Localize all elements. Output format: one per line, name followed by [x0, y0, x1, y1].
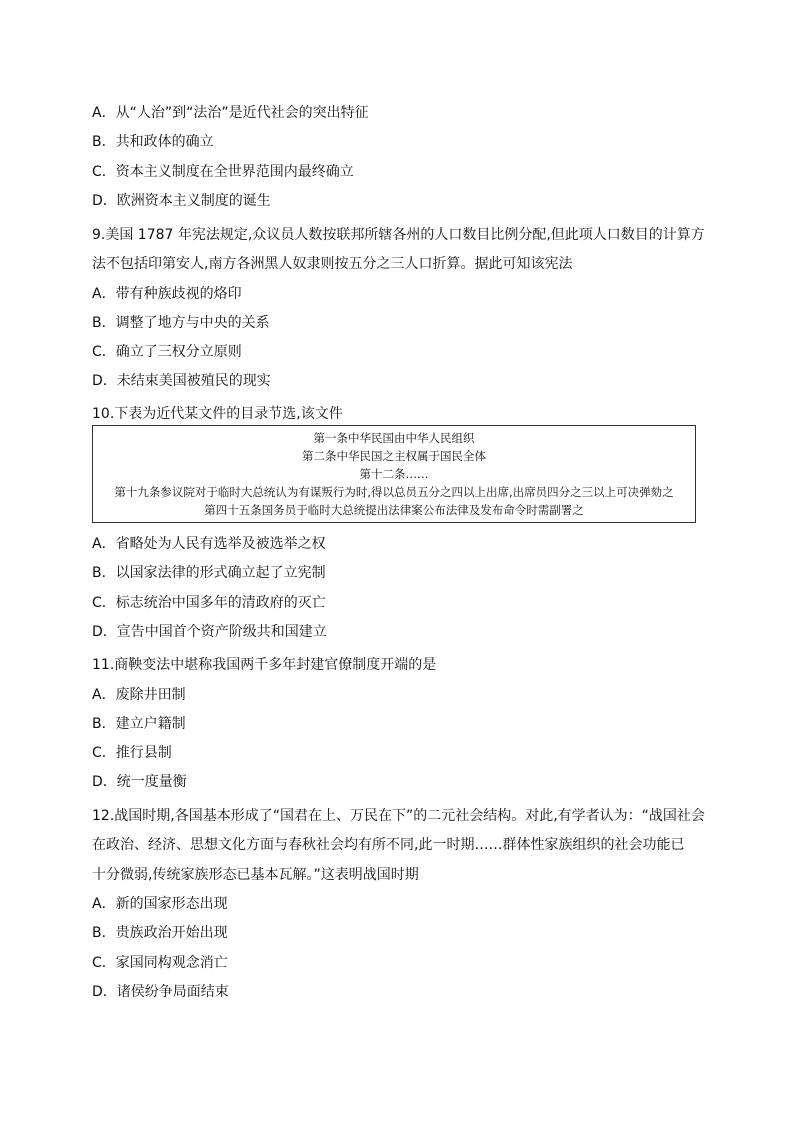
q9-option-c: C．确立了三权分立原则 [92, 344, 242, 360]
q10-table-row: 第四十五条国务员于临时大总统提出法律案公布法律及发布命令时需副署之 [204, 503, 584, 517]
q10-table-row: 第二条中华民国之主权属于国民全体 [302, 449, 486, 463]
q10-option-c: C．标志统治中国多年的清政府的灭亡 [92, 595, 326, 611]
q12-option-b: B．贵族政治开始出现 [92, 925, 228, 941]
q12-stem-line-2: 在政治、经济、思想文化方面与春秋社会均有所不同,此一时期……群体性家族组织的社会功能已 [92, 837, 685, 853]
q10-option-d: D．宣告中国首个资产阶级共和国建立 [92, 624, 327, 640]
q11-option-a: A．废除井田制 [92, 687, 186, 703]
q10-table-row: 第一条中华民国由中华人民组织 [313, 431, 475, 445]
q10-table-row: 第十二条…… [359, 467, 429, 481]
q10-document-table [92, 425, 696, 523]
q11-option-d: D．统一度量衡 [92, 774, 187, 790]
q11-stem: 11.商鞅变法中堪称我国两千多年封建官僚制度开端的是 [92, 657, 437, 673]
q10-option-b: B．以国家法律的形式确立起了立宪制 [92, 565, 326, 581]
q12-option-c: C．家国同构观念消亡 [92, 955, 228, 971]
q12-option-d: D．诸侯纷争局面结束 [92, 984, 229, 1000]
q8-option-c: C．资本主义制度在全世界范围内最终确立 [92, 164, 354, 180]
q12-stem-line-1: 12.战国时期,各国基本形成了“国君在上、万民在下”的二元社会结构。对此,有学者认为：“战国社会 [92, 808, 705, 824]
q10-table-row: 第十九条参议院对于临时大总统认为有谋叛行为时,得以总员五分之四以上出席,出席员四分之三以上可决弹劾之 [114, 485, 674, 499]
q9-stem-line-2: 法不包括印第安人,南方各洲黑人奴隶则按五分之三人口折算。据此可知该宪法 [92, 256, 573, 272]
q12-stem-line-3: 十分微弱,传统家族形态已基本瓦解。”这表明战国时期 [92, 867, 419, 883]
q10-option-a: A．省略处为人民有选举及被选举之权 [92, 536, 326, 552]
q8-option-d: D．欧洲资本主义制度的诞生 [92, 193, 271, 209]
q8-option-a: A．从“人治”到“法治”是近代社会的突出特征 [92, 105, 369, 121]
q11-option-b: B．建立户籍制 [92, 716, 186, 732]
q9-option-b: B．调整了地方与中央的关系 [92, 315, 270, 331]
q8-option-b: B．共和政体的确立 [92, 134, 214, 150]
q9-option-a: A．带有种族歧视的烙印 [92, 286, 242, 302]
q9-stem-line-1: 9.美国 1787 年宪法规定,众议员人数按联邦所辖各州的人口数目比例分配,但此项人口数目的计算方 [92, 227, 705, 243]
q11-option-c: C．推行县制 [92, 745, 172, 761]
q9-option-d: D．未结束美国被殖民的现实 [92, 373, 271, 389]
q12-option-a: A．新的国家形态出现 [92, 896, 228, 912]
q10-stem: 10.下表为近代某文件的目录节选,该文件 [92, 406, 343, 422]
